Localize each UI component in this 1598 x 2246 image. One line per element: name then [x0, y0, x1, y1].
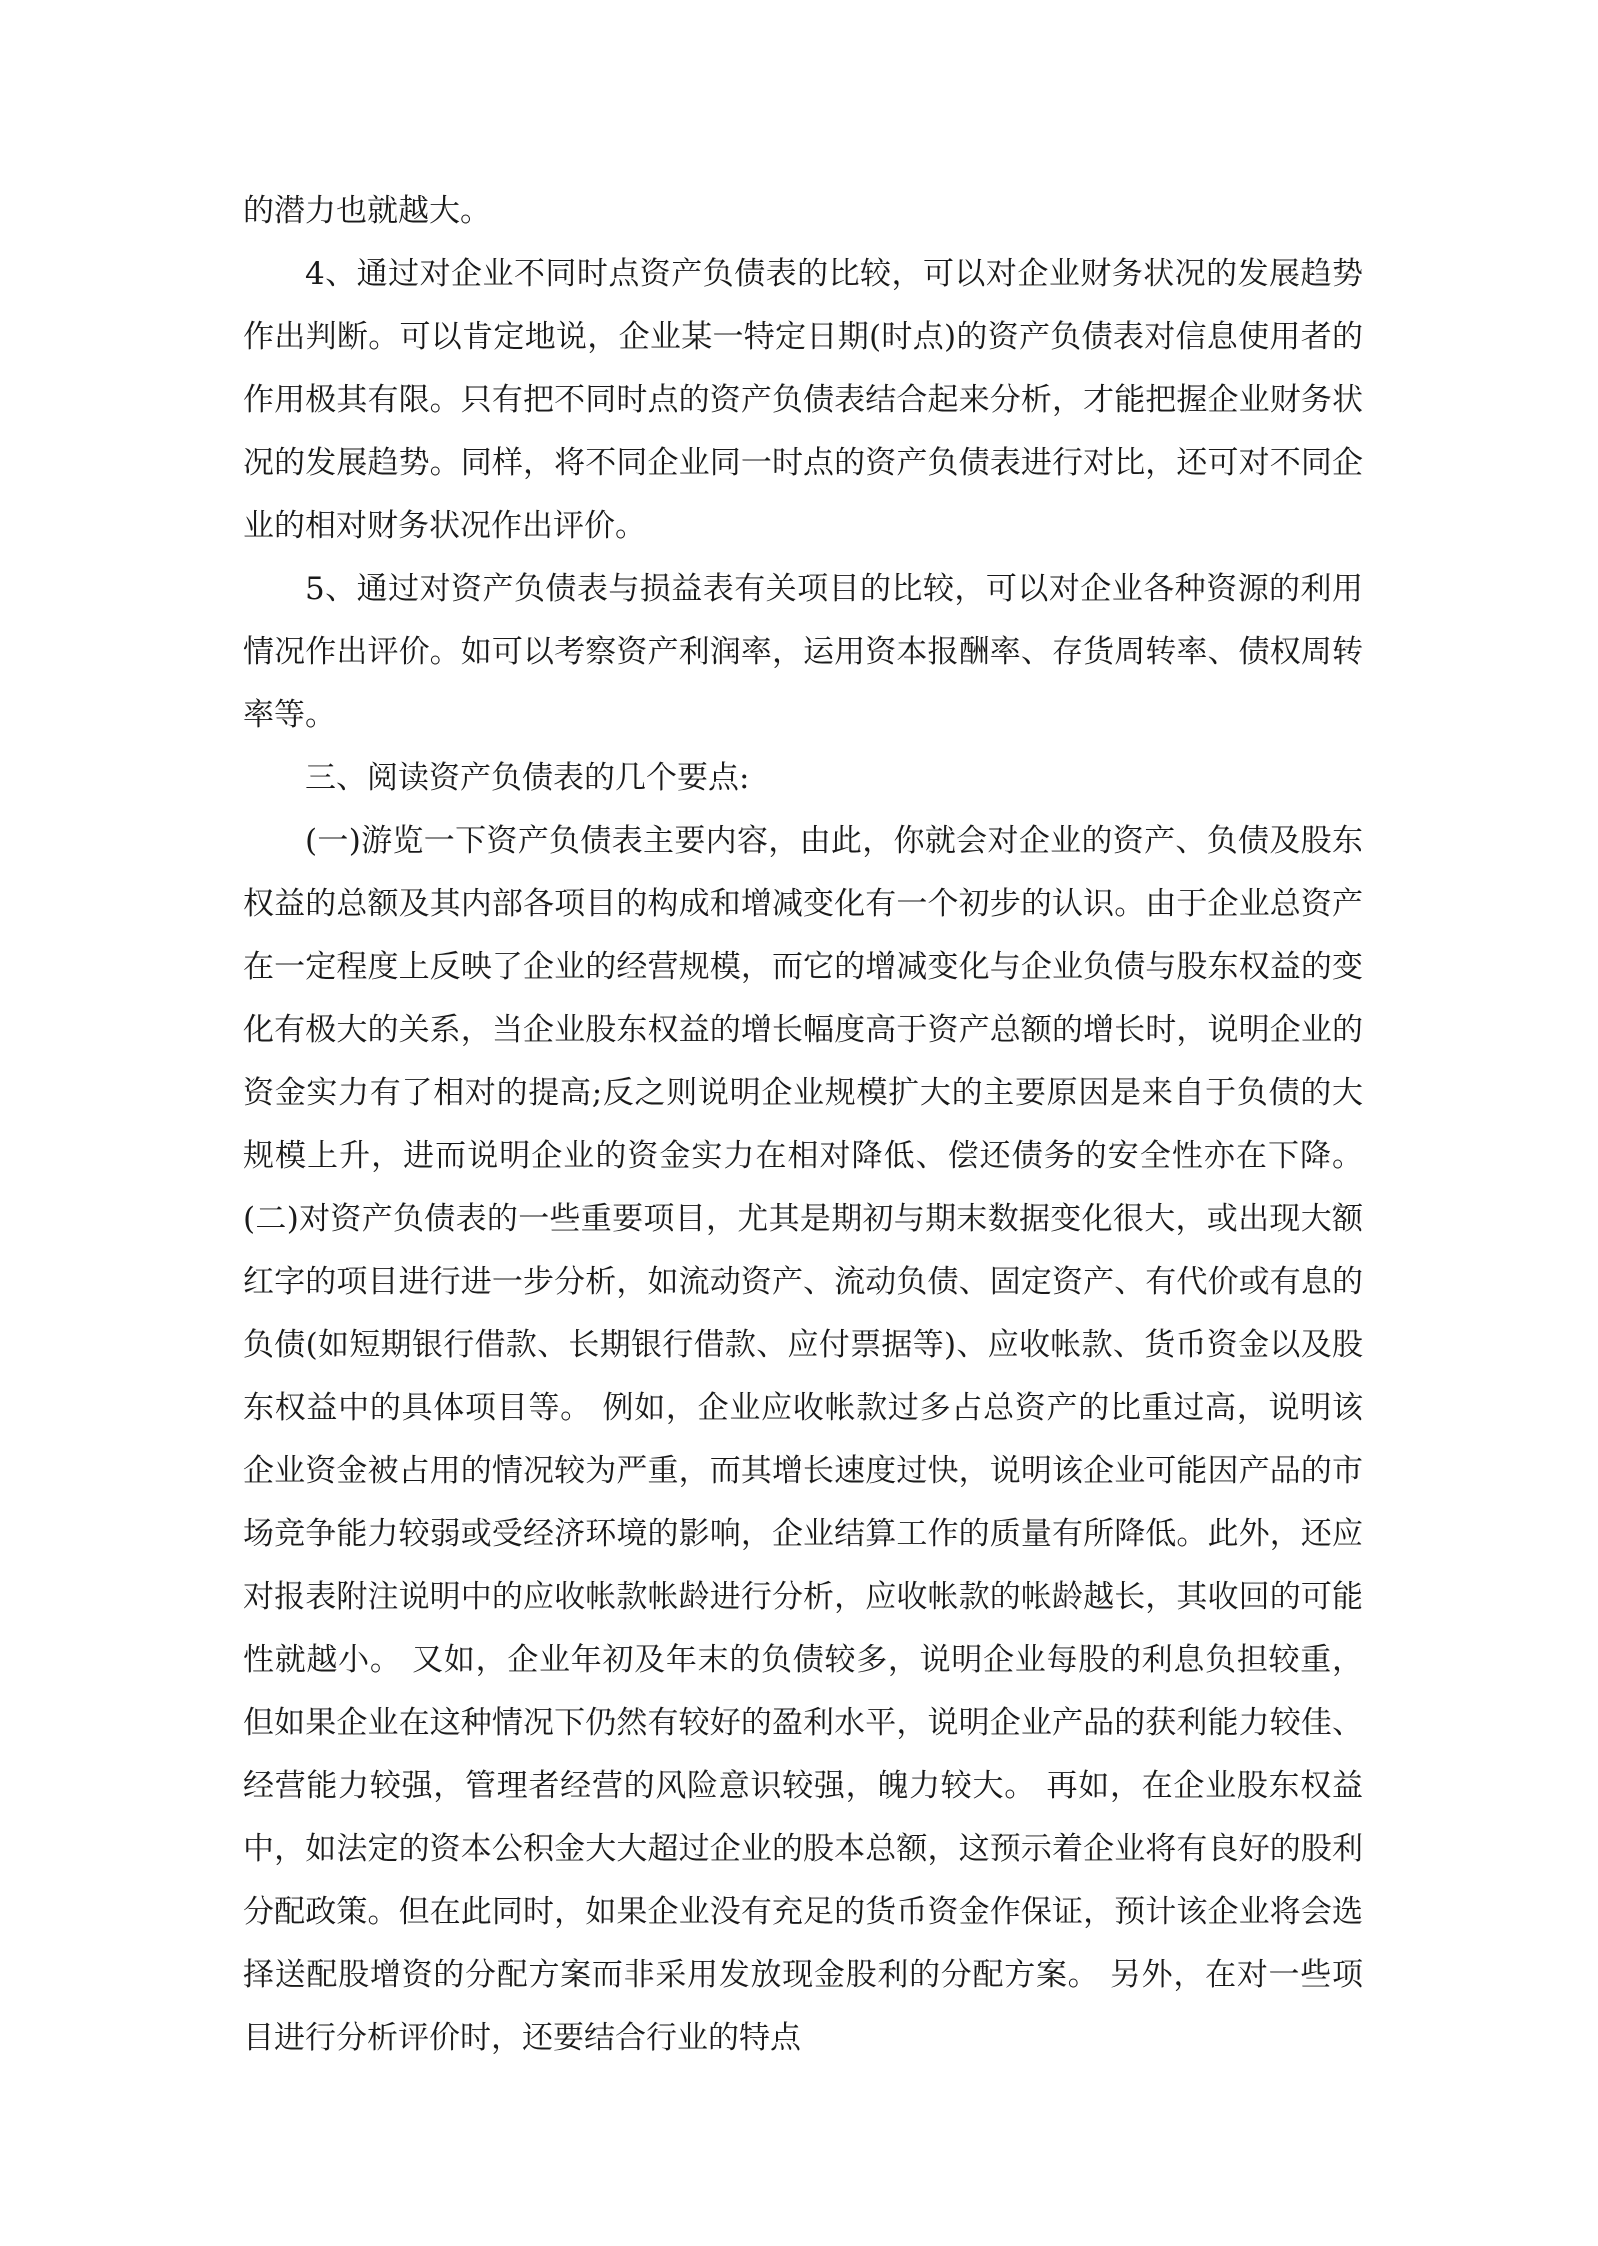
paragraph-point-4: 4、通过对企业不同时点资产负债表的比较，可以对企业财务状况的发展趋势作出判断。可以肯定地说，企业某一特定日期(时点)的资产负债表对信息使用者的作用极其有限。只有把不同时点的资产负债表结合起来分析，才能把握企业财务状况的发展趋势。同样，将不同企业同一时点的资产负债表进行对比，还可对不同企业的相对财务状况作出评价。	[243, 256, 1363, 544]
section-heading-reading-points: 三、阅读资产负债表的几个要点:	[305, 760, 750, 796]
paragraph-continuation: 的潜力也就越大。	[243, 193, 491, 229]
paragraph-point-5: 5、通过对资产负债表与损益表有关项目的比较，可以对企业各种资源的利用情况作出评价。如可以考察资产利润率，运用资本报酬率、存货周转率、债权周转率等。	[243, 571, 1363, 733]
document-page	[243, 180, 1363, 2070]
paragraph-reading-details: (一)游览一下资产负债表主要内容，由此，你就会对企业的资产、负债及股东权益的总额及其内部各项目的构成和增减变化有一个初步的认识。由于企业总资产在一定程度上反映了企业的经营规模，而它的增减变化与企业负债与股东权益的变化有极大的关系，当企业股东权益的增长幅度高于资产总额的增长时，说明企业的资金实力有了相对的提高;反之则说明企业规模扩大的主要原因是来自于负债的大规模上升，进而说明企业的资金实力在相对降低、偿还债务的安全性亦在下降。 (二)对资产负债表的一些重要项目，尤其是期初与期末数据变化很大，或出现大额红字的项目进行进一步分析，如流动资产、流动负债、固定资产、有代价或有息的负债(如短期银行借款、长期银行借款、应付票据等)、应收帐款、货币资金以及股东权益中的具体项目等。 例如，企业应收帐款过多占总资产的比重过高，说明该企业资金被占用的情况较为严重，而其增长速度过快，说明该企业可能因产品的市场竞争能力较弱或受经济环境的影响，企业结算工作的质量有所降低。此外，还应对报表附注说明中的应收帐款帐龄进行分析，应收帐款的帐龄越长，其收回的可能性就越小。 又如，企业年初及年末的负债较多，说明企业每股的利息负担较重，但如果企业在这种情况下仍然有较好的盈利水平，说明企业产品的获利能力较佳、经营能力较强，管理者经营的风险意识较强，魄力较大。 再如，在企业股东权益中，如法定的资本公积金大大超过企业的股本总额，这预示着企业将有良好的股利分配政策。但在此同时，如果企业没有充足的货币资金作保证，预计该企业将会选择送配股增资的分配方案而非采用发放现金股利的分配方案。 另外，在对一些项目进行分析评价时，还要结合行业的特点	[243, 823, 1363, 2056]
